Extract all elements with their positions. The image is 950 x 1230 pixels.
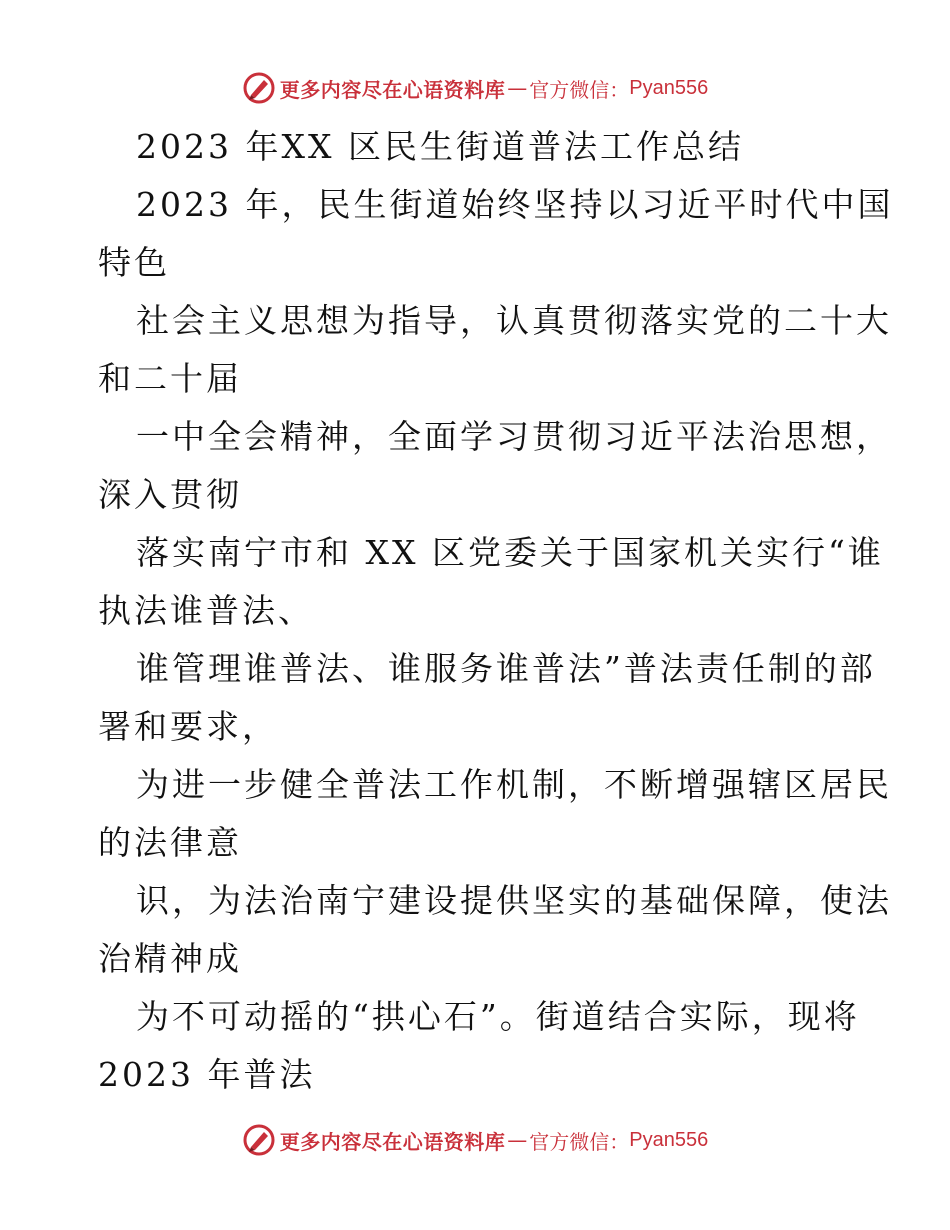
paragraph-line: 2023 年普法 [98, 1055, 316, 1094]
paragraph-line: 识，为法治南宁建设提供坚实的基础保障，使法 [136, 881, 892, 920]
paragraph-line: 2023 年，民生街道始终坚持以习近平时代中国 [136, 185, 894, 224]
paragraph-line: 社会主义思想为指导，认真贯彻落实党的二十大 [136, 301, 892, 340]
document-title: 2023 年XX 区民生街道普法工作总结 [136, 127, 744, 166]
pen-logo-icon [242, 71, 276, 105]
promo-text: 更多内容尽在心语资料库 [279, 1129, 506, 1154]
wechat-id: Pyan556 [629, 1128, 709, 1151]
wechat-label: 官方微信： [529, 1129, 630, 1154]
paragraph-line: 和二十届 [98, 359, 242, 398]
paragraph-line: 深入贯彻 [98, 475, 242, 514]
paragraph-line: 一中全会精神，全面学习贯彻习近平法治思想， [136, 417, 892, 456]
banner-dash: — [507, 76, 528, 100]
pen-logo-icon [242, 1123, 276, 1157]
paragraph-line: 谁管理谁普法、谁服务谁普法”普法责任制的部 [136, 649, 876, 688]
paragraph-line: 为进一步健全普法工作机制，不断增强辖区居民 [136, 765, 892, 804]
paragraph-line: 特色 [98, 243, 170, 282]
paragraph-line: 落实南宁市和 XX 区党委关于国家机关实行“谁 [136, 533, 884, 572]
wechat-label: 官方微信： [529, 77, 630, 102]
paragraph-line: 的法律意 [98, 823, 242, 862]
document-body [98, 118, 894, 1104]
header-banner [0, 68, 950, 108]
paragraph-line: 治精神成 [98, 939, 242, 978]
promo-text: 更多内容尽在心语资料库 [279, 77, 506, 102]
paragraph-line: 执法谁普法、 [98, 591, 314, 630]
paragraph-line: 为不可动摇的“拱心石”。街道结合实际，现将 [136, 997, 860, 1036]
wechat-id: Pyan556 [629, 76, 709, 99]
banner-dash: — [507, 1128, 528, 1152]
footer-banner [0, 1120, 950, 1160]
paragraph-line: 署和要求， [98, 707, 278, 746]
